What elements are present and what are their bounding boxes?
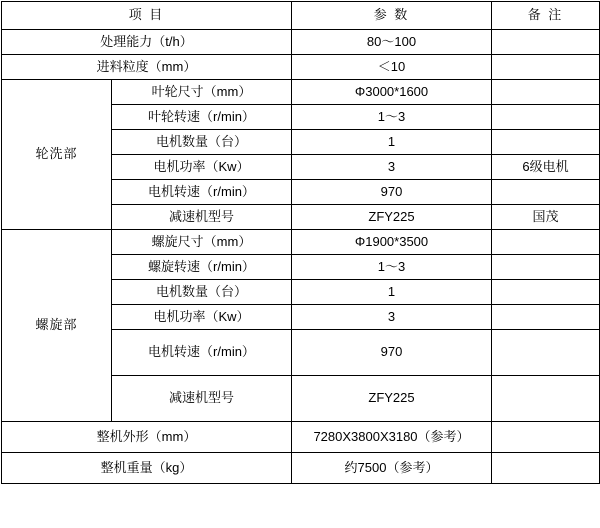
row-note: [492, 422, 600, 453]
row-value: ＜10: [292, 55, 492, 80]
row-label: 整机外形（mm）: [2, 422, 292, 453]
row-value: ZFY225: [292, 376, 492, 422]
row-value: 3: [292, 155, 492, 180]
row-note: [492, 305, 600, 330]
row-value: 1～3: [292, 105, 492, 130]
row-value: ZFY225: [292, 205, 492, 230]
row-note: 6级电机: [492, 155, 600, 180]
row-note: [492, 453, 600, 484]
row-value: 970: [292, 180, 492, 205]
row-value: 7280X3800X3180（参考）: [292, 422, 492, 453]
table-header-row: [2, 2, 600, 30]
table-row: [2, 422, 600, 453]
table-row: [2, 30, 600, 55]
row-label: 处理能力（t/h）: [2, 30, 292, 55]
header-parameter: 参 数: [292, 2, 492, 30]
row-note: [492, 330, 600, 376]
group-label-spiral: 螺旋部: [2, 230, 112, 422]
table-row: [2, 55, 600, 80]
row-value: 1～3: [292, 255, 492, 280]
specification-table: [1, 1, 600, 484]
row-label: 螺旋转速（r/min）: [112, 255, 292, 280]
row-value: 3: [292, 305, 492, 330]
header-note: 备 注: [492, 2, 600, 30]
row-label: 减速机型号: [112, 376, 292, 422]
table-row: [2, 453, 600, 484]
row-label: 减速机型号: [112, 205, 292, 230]
row-value: 970: [292, 330, 492, 376]
group-label-wheel-washer: 轮洗部: [2, 80, 112, 230]
row-label: 进料粒度（mm）: [2, 55, 292, 80]
row-value: 80～100: [292, 30, 492, 55]
row-value: 约7500（参考）: [292, 453, 492, 484]
row-note: [492, 130, 600, 155]
row-label: 电机数量（台）: [112, 280, 292, 305]
row-note: [492, 280, 600, 305]
row-label: 电机功率（Kw）: [112, 155, 292, 180]
row-note: [492, 55, 600, 80]
table-row: [2, 230, 600, 255]
row-note: [492, 105, 600, 130]
row-note: [492, 180, 600, 205]
row-label: 叶轮转速（r/min）: [112, 105, 292, 130]
row-note: 国茂: [492, 205, 600, 230]
row-value: 1: [292, 280, 492, 305]
header-item: 项 目: [2, 2, 292, 30]
row-label: 螺旋尺寸（mm）: [112, 230, 292, 255]
row-note: [492, 80, 600, 105]
table-body: [2, 2, 600, 484]
row-label: 叶轮尺寸（mm）: [112, 80, 292, 105]
row-note: [492, 230, 600, 255]
row-label: 电机数量（台）: [112, 130, 292, 155]
row-note: [492, 255, 600, 280]
row-value: 1: [292, 130, 492, 155]
row-value: Φ1900*3500: [292, 230, 492, 255]
row-label: 整机重量（kg）: [2, 453, 292, 484]
row-value: Φ3000*1600: [292, 80, 492, 105]
row-label: 电机功率（Kw）: [112, 305, 292, 330]
row-label: 电机转速（r/min）: [112, 330, 292, 376]
row-note: [492, 30, 600, 55]
row-label: 电机转速（r/min）: [112, 180, 292, 205]
table-row: [2, 80, 600, 105]
row-note: [492, 376, 600, 422]
